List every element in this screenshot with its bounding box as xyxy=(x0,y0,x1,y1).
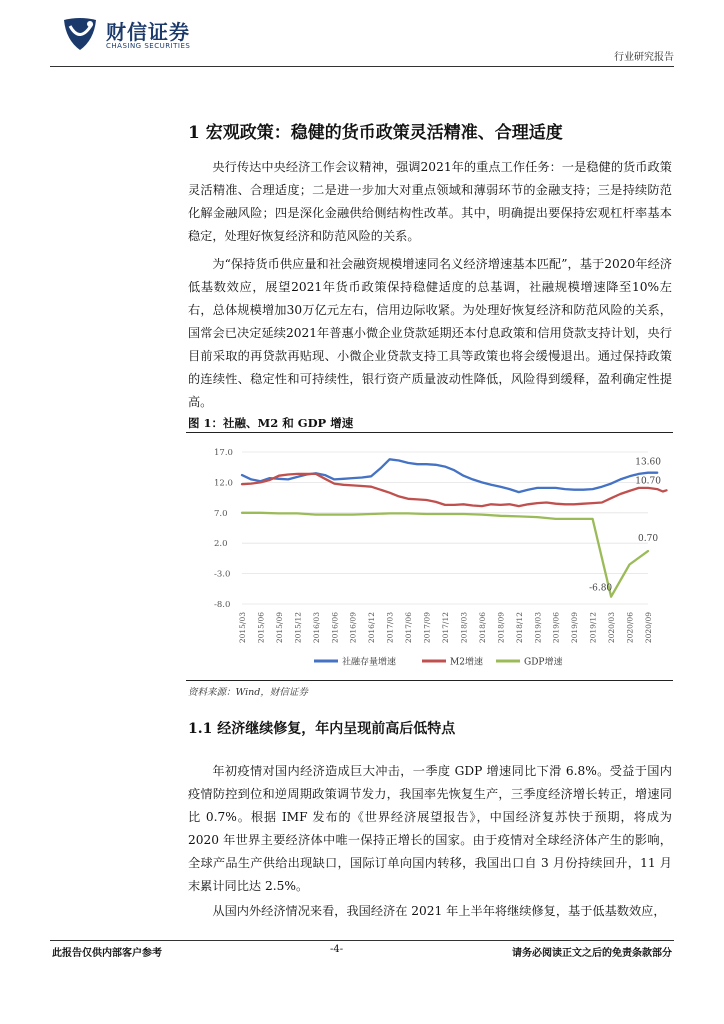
footer-disclaimer-right: 请务必阅读正文之后的免责条款部分 xyxy=(512,948,672,959)
x-tick-label: 2015/06 xyxy=(256,612,266,644)
x-tick-label: 2018/06 xyxy=(477,612,487,644)
x-tick-label: 2016/03 xyxy=(311,612,321,644)
series-line xyxy=(242,513,648,597)
x-tick-label: 2019/12 xyxy=(588,612,598,644)
x-tick-label: 2020/06 xyxy=(625,612,635,644)
logo-mark-icon xyxy=(60,14,100,54)
figure-title: 图 1：社融、M2 和 GDP 增速 xyxy=(188,416,354,430)
x-tick-label: 2017/03 xyxy=(385,612,395,644)
x-tick-label: 2020/09 xyxy=(644,612,653,644)
footer-disclaimer-left: 此报告仅供内部客户参考 xyxy=(52,948,162,959)
footer-divider xyxy=(50,940,674,941)
paragraph-3: 年初疫情对国内经济造成巨大冲击，一季度 GDP 增速同比下滑 6.8%。受益于国内疫情防控到位和逆周期政策调节发力，我国率先恢复生产，三季度经济增长转正，增速同比 0.7%。根据 IMF 发布的《世界经济展望报告》，中国经济复苏快于预期，将成为 2020 年世界主要经济体中唯一保持正增长的国家。由于疫情对全球经济体产生的影响，全球产品生产供给出现缺口，国际订单向国内转移，我国出口自 3 月份持续回升，11 月末累计同比达 2.5%。 xyxy=(188,764,672,893)
growth-line-chart xyxy=(186,436,673,676)
series-line xyxy=(242,459,657,492)
x-tick-label: 2016/09 xyxy=(348,612,358,644)
x-tick-label: 2018/09 xyxy=(496,612,506,644)
header-divider xyxy=(50,66,674,67)
x-tick-label: 2015/03 xyxy=(238,612,247,644)
figure-source: 资料来源：Wind，财信证券 xyxy=(188,687,308,698)
x-tick-label: 2019/03 xyxy=(533,612,543,644)
report-type-label: 行业研究报告 xyxy=(614,52,674,63)
x-tick-label: 2017/12 xyxy=(441,612,450,644)
x-tick-label: 2018/12 xyxy=(514,612,524,644)
logo-chinese-name: 财信证券 xyxy=(106,20,190,44)
x-tick-label: 2016/06 xyxy=(330,612,340,644)
legend-label: 社融存量增速 xyxy=(342,657,397,668)
figure-top-divider xyxy=(186,432,673,433)
x-tick-label: 2020/03 xyxy=(607,612,617,644)
logo-english-name: CHASING SECURITIES xyxy=(106,42,191,50)
legend-label: M2增速 xyxy=(450,657,483,668)
x-tick-label: 2015/12 xyxy=(293,612,303,644)
x-tick-label: 2018/03 xyxy=(459,612,469,644)
paragraph-4: 从国内外经济情况来看，我国经济在 2021 年上半年将继续修复，基于低基数效应， xyxy=(212,904,666,918)
x-tick-label: 2017/09 xyxy=(422,612,432,644)
series-line xyxy=(242,474,667,506)
company-logo xyxy=(60,14,260,54)
paragraph-2: 为“保持货币供应量和社会融资规模增速同名义经济增速基本匹配”，基于2020年经济低基数效应，展望2021年货币政策保持稳健适度的总基调，社融规模增速降至10%左右，总体规模增加30万亿元左右，信用边际收紧。为处理好恢复经济和防范风险的关系，国常会已决定延续2021年普惠小微企业贷款延期还本付息政策和信用贷款支持计划，央行目前采取的再贷款再贴现、小微企业贷款支持工具等政策也将会缓慢退出。通过保持政策的连续性、稳定性和可持续性，银行资产质量波动性降低，风险得到缓释，盈利确定性提高。 xyxy=(188,257,672,409)
page-number: -4- xyxy=(330,944,344,955)
subsection-title: 1.1 经济继续修复，年内呈现前高后低特点 xyxy=(188,721,456,737)
y-tick-label: -3.0 xyxy=(214,569,231,580)
x-tick-label: 2016/12 xyxy=(367,612,377,644)
x-tick-label: 2019/09 xyxy=(570,612,580,644)
y-tick-label: 2.0 xyxy=(214,539,228,550)
figure-bottom-divider xyxy=(186,680,673,681)
y-tick-label: 17.0 xyxy=(214,448,233,458)
data-label: 0.70 xyxy=(638,534,659,545)
paragraph-1: 央行传达中央经济工作会议精神，强调2021年的重点工作任务：一是稳健的货币政策灵活精准、合理适度；二是进一步加大对重点领域和薄弱环节的金融支持；三是持续防范化解金融风险；四是深化金融供给侧结构性改革。其中，明确提出要保持宏观杠杆率基本稳定，处理好恢复经济和防范风险的关系。 xyxy=(188,160,672,243)
data-label: -6.80 xyxy=(589,583,613,594)
section-title: 1 宏观政策：稳健的货币政策灵活精准、合理适度 xyxy=(188,123,563,143)
y-tick-label: -8.0 xyxy=(214,600,231,610)
data-label: 13.60 xyxy=(635,457,661,468)
y-tick-label: 12.0 xyxy=(214,478,233,489)
data-label: 10.70 xyxy=(635,476,661,487)
y-tick-label: 7.0 xyxy=(214,508,228,519)
x-tick-label: 2017/06 xyxy=(404,612,414,644)
x-tick-label: 2019/06 xyxy=(551,612,561,644)
x-tick-label: 2015/09 xyxy=(274,612,284,644)
legend-label: GDP增速 xyxy=(524,657,563,668)
